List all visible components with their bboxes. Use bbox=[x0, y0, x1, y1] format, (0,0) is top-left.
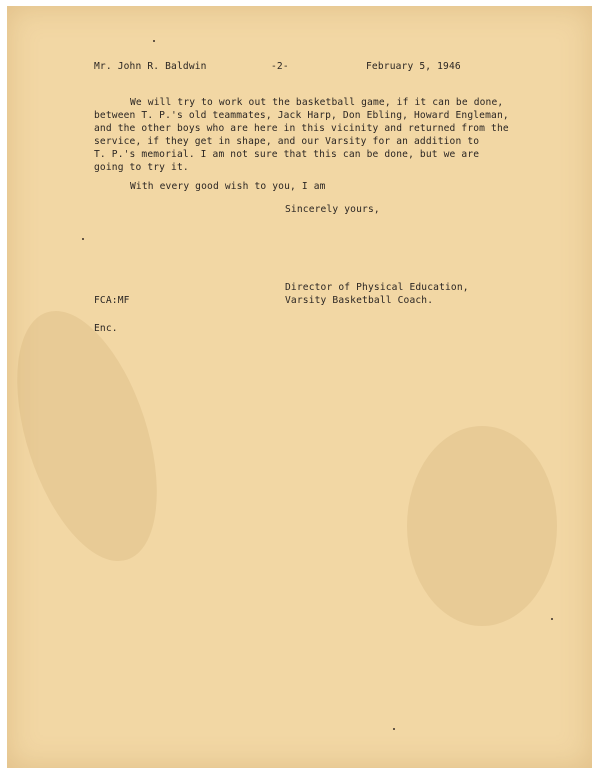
enclosure-note: Enc. bbox=[94, 323, 118, 334]
letter-date: February 5, 1946 bbox=[366, 61, 461, 72]
paper-speck bbox=[551, 618, 553, 620]
paper-stain bbox=[0, 294, 184, 578]
body-line: We will try to work out the basketball game, if it can be done, bbox=[130, 97, 504, 108]
paper-speck bbox=[393, 728, 395, 730]
paper-speck bbox=[82, 238, 84, 240]
body-line: service, if they get in shape, and our Varsity for an addition to bbox=[94, 136, 480, 147]
closing-line: With every good wish to you, I am bbox=[130, 181, 326, 192]
body-line: T. P.'s memorial. I am not sure that this can be done, but we are bbox=[94, 149, 480, 160]
page-number: -2- bbox=[271, 61, 289, 72]
signature-title: Director of Physical Education, bbox=[285, 282, 469, 293]
recipient-name: Mr. John R. Baldwin bbox=[94, 61, 207, 72]
body-line: and the other boys who are here in this vicinity and returned from the bbox=[94, 123, 509, 134]
paper-stain bbox=[407, 426, 557, 626]
body-line: going to try it. bbox=[94, 162, 189, 173]
complimentary-close: Sincerely yours, bbox=[285, 204, 380, 215]
typist-initials: FCA:MF bbox=[94, 295, 130, 306]
signature-title: Varsity Basketball Coach. bbox=[285, 295, 434, 306]
body-line: between T. P.'s old teammates, Jack Harp, Don Ebling, Howard Engleman, bbox=[94, 110, 509, 121]
paper-speck bbox=[153, 40, 155, 42]
